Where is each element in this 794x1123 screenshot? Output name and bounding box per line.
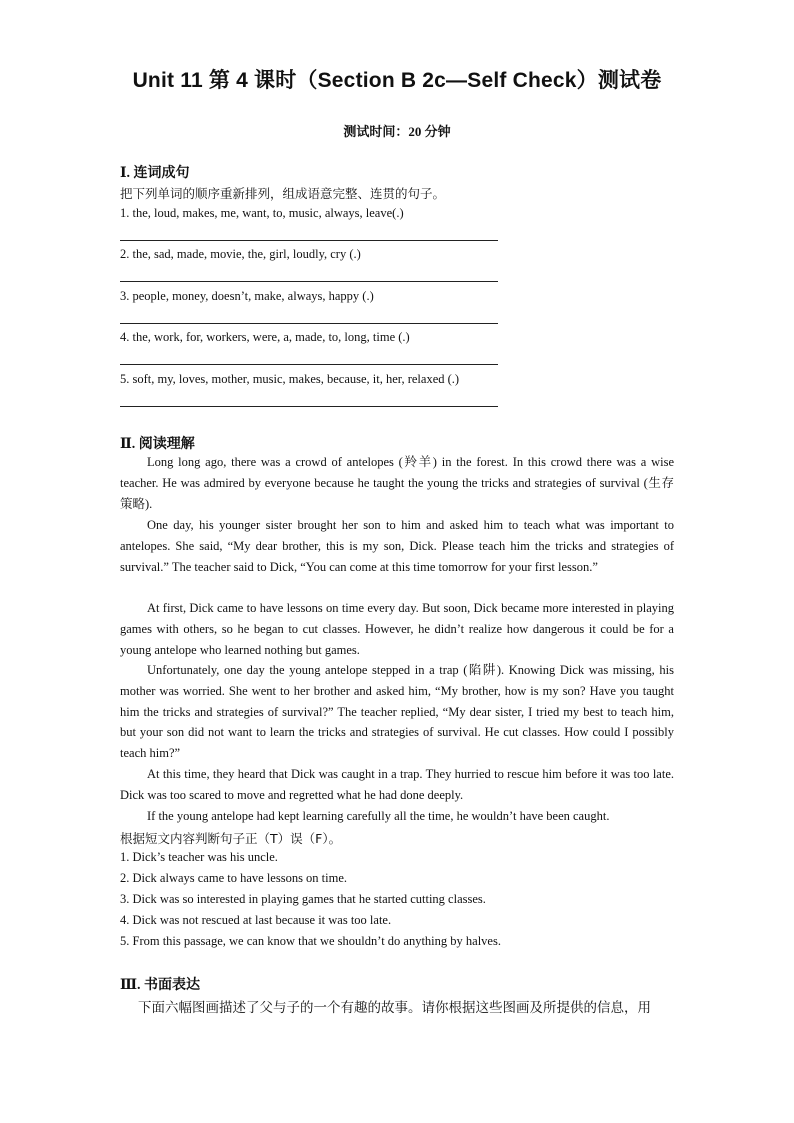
test-time: 测试时间：20 分钟 — [343, 124, 451, 139]
passage-paragraph: Unfortunately, one day the young antelope stepped in a trap (陷阱). Knowing Dick was missing, his mother was worried. She went to her brother and asked him, “My brother, how is my son? Have you taught him the tricks and strategies of survival?” The teacher replied, “My dear sister, I tried my best to teach him, but your son did not want to learn the tricks and strategies of survival. He cut classes. How could I possibly teach him?” — [120, 663, 674, 761]
answer-line-4[interactable] — [120, 364, 498, 365]
tf-instruction: 根据短文内容判断句子正（T）误（F）。 — [120, 831, 342, 846]
passage-paragraph: Long long ago, there was a crowd of antelopes (羚羊) in the forest. In this crowd there was a wise teacher. He was admired by everyone because he taught the young the tricks and strategies of survival (生存策略). — [120, 455, 674, 511]
tf-statement-3: 3. Dick was so interested in playing games that he started cutting classes. — [120, 892, 486, 906]
section-1-instruction: 把下列单词的顺序重新排列，组成语意完整、连贯的句子。 — [120, 186, 446, 201]
section-2-heading: Ⅱ. 阅读理解 — [120, 437, 195, 452]
answer-line-2[interactable] — [120, 281, 498, 282]
answer-line-5[interactable] — [120, 406, 498, 407]
section-3-heading: Ⅲ. 书面表达 — [120, 978, 201, 993]
passage-paragraph: At first, Dick came to have lessons on time every day. But soon, Dick became more interested in playing games with others, so he began to cut classes. However, he didn’t realize how dangerous it could be for a young antelope who learned nothing but games. — [120, 601, 674, 657]
reorder-question-4: 4. the, work, for, workers, were, a, made, to, long, time (.) — [120, 330, 410, 344]
passage-paragraph: At this time, they heard that Dick was caught in a trap. They hurried to rescue him before it was too late. Dick was too scared to move and regretted what he had done deeply. — [120, 767, 674, 802]
section-3-instruction: 下面六幅图画描述了父与子的一个有趣的故事。请你根据这些图画及所提供的信息，用 — [138, 1000, 651, 1016]
tf-statement-5: 5. From this passage, we can know that we shouldn’t do anything by halves. — [120, 934, 501, 948]
reorder-question-1: 1. the, loud, makes, me, want, to, music, always, leave(.) — [120, 206, 404, 220]
tf-statement-2: 2. Dick always came to have lessons on time. — [120, 871, 348, 885]
reorder-question-5: 5. soft, my, loves, mother, music, makes, because, it, her, relaxed (.) — [120, 372, 460, 386]
passage-paragraph: If the young antelope had kept learning carefully all the time, he wouldn’t have been caught. — [147, 809, 610, 823]
passage-paragraph: One day, his younger sister brought her son to him and asked him to teach what was important to antelopes. She said, “My dear brother, this is my son, Dick. Please teach him the tricks and strategies of survival.” The teacher said to Dick, “You can come at this time tomorrow for your first lesson.” — [120, 518, 674, 574]
answer-line-1[interactable] — [120, 240, 498, 241]
tf-statement-4: 4. Dick was not rescued at last because it was too late. — [120, 913, 392, 927]
answer-line-3[interactable] — [120, 323, 498, 324]
page-title: Unit 11 第 4 课时（Section B 2c—Self Check）测试卷 — [132, 69, 662, 92]
reorder-question-2: 2. the, sad, made, movie, the, girl, loudly, cry (.) — [120, 247, 361, 261]
tf-statement-1: 1. Dick’s teacher was his uncle. — [120, 850, 278, 864]
section-1-heading: Ⅰ. 连词成句 — [120, 166, 190, 181]
reorder-question-3: 3. people, money, doesn’t, make, always, happy (.) — [120, 289, 374, 303]
